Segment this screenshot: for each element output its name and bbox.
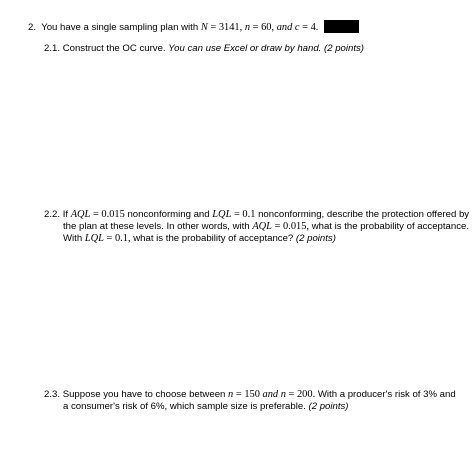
question-2-2-line-2: the plan at these levels. In other words, with AQL = 0.015, what is the probability of acceptance. (63, 221, 470, 232)
question-2-2-line-1: 2.2. If AQL = 0.015 nonconforming and LQL = 0.1 nonconforming, describe the protection offered by (44, 209, 470, 220)
lql-expression-2: LQL = 0.1, (84, 233, 131, 244)
question-2-text: You have a single sampling plan with (41, 22, 199, 33)
question-2-3-number: 2.3. (44, 389, 61, 400)
question-2-3-line-1: 2.3. Suppose you have to choose between n = 150 and n = 200. With a producer's risk of 3% and (44, 389, 456, 400)
question-2-1-points: (2 points) (324, 43, 364, 54)
aql-expression-2: AQL = 0.015, (252, 221, 310, 232)
question-2-2-line-3: With LQL = 0.1, what is the probability of acceptance? (2 points) (63, 233, 336, 244)
question-2-stem (28, 20, 359, 33)
question-2-1-text: Construct the OC curve. (62, 43, 166, 54)
lql-expression: LQL = 0.1 (212, 209, 256, 220)
question-2-2-points: (2 points) (295, 233, 336, 244)
question-2-3-line-2: a consumer's risk of 6%, which sample size is preferable. (2 points) (63, 401, 349, 412)
sample-size-expression: n = 150 and n = 200. (228, 389, 316, 400)
question-2-math: N = 3141, n = 60, and c = 4. (200, 22, 319, 33)
question-2-3-points: (2 points) (308, 401, 349, 412)
question-2-1-number: 2.1. (44, 43, 61, 54)
aql-expression: AQL = 0.015 (70, 209, 125, 220)
question-2-1 (44, 43, 364, 54)
redaction-box (324, 20, 359, 33)
question-2-1-hint: You can use Excel or draw by hand. (168, 43, 322, 54)
question-2-number: 2. (28, 22, 37, 33)
question-2-2-number: 2.2. (44, 209, 61, 220)
